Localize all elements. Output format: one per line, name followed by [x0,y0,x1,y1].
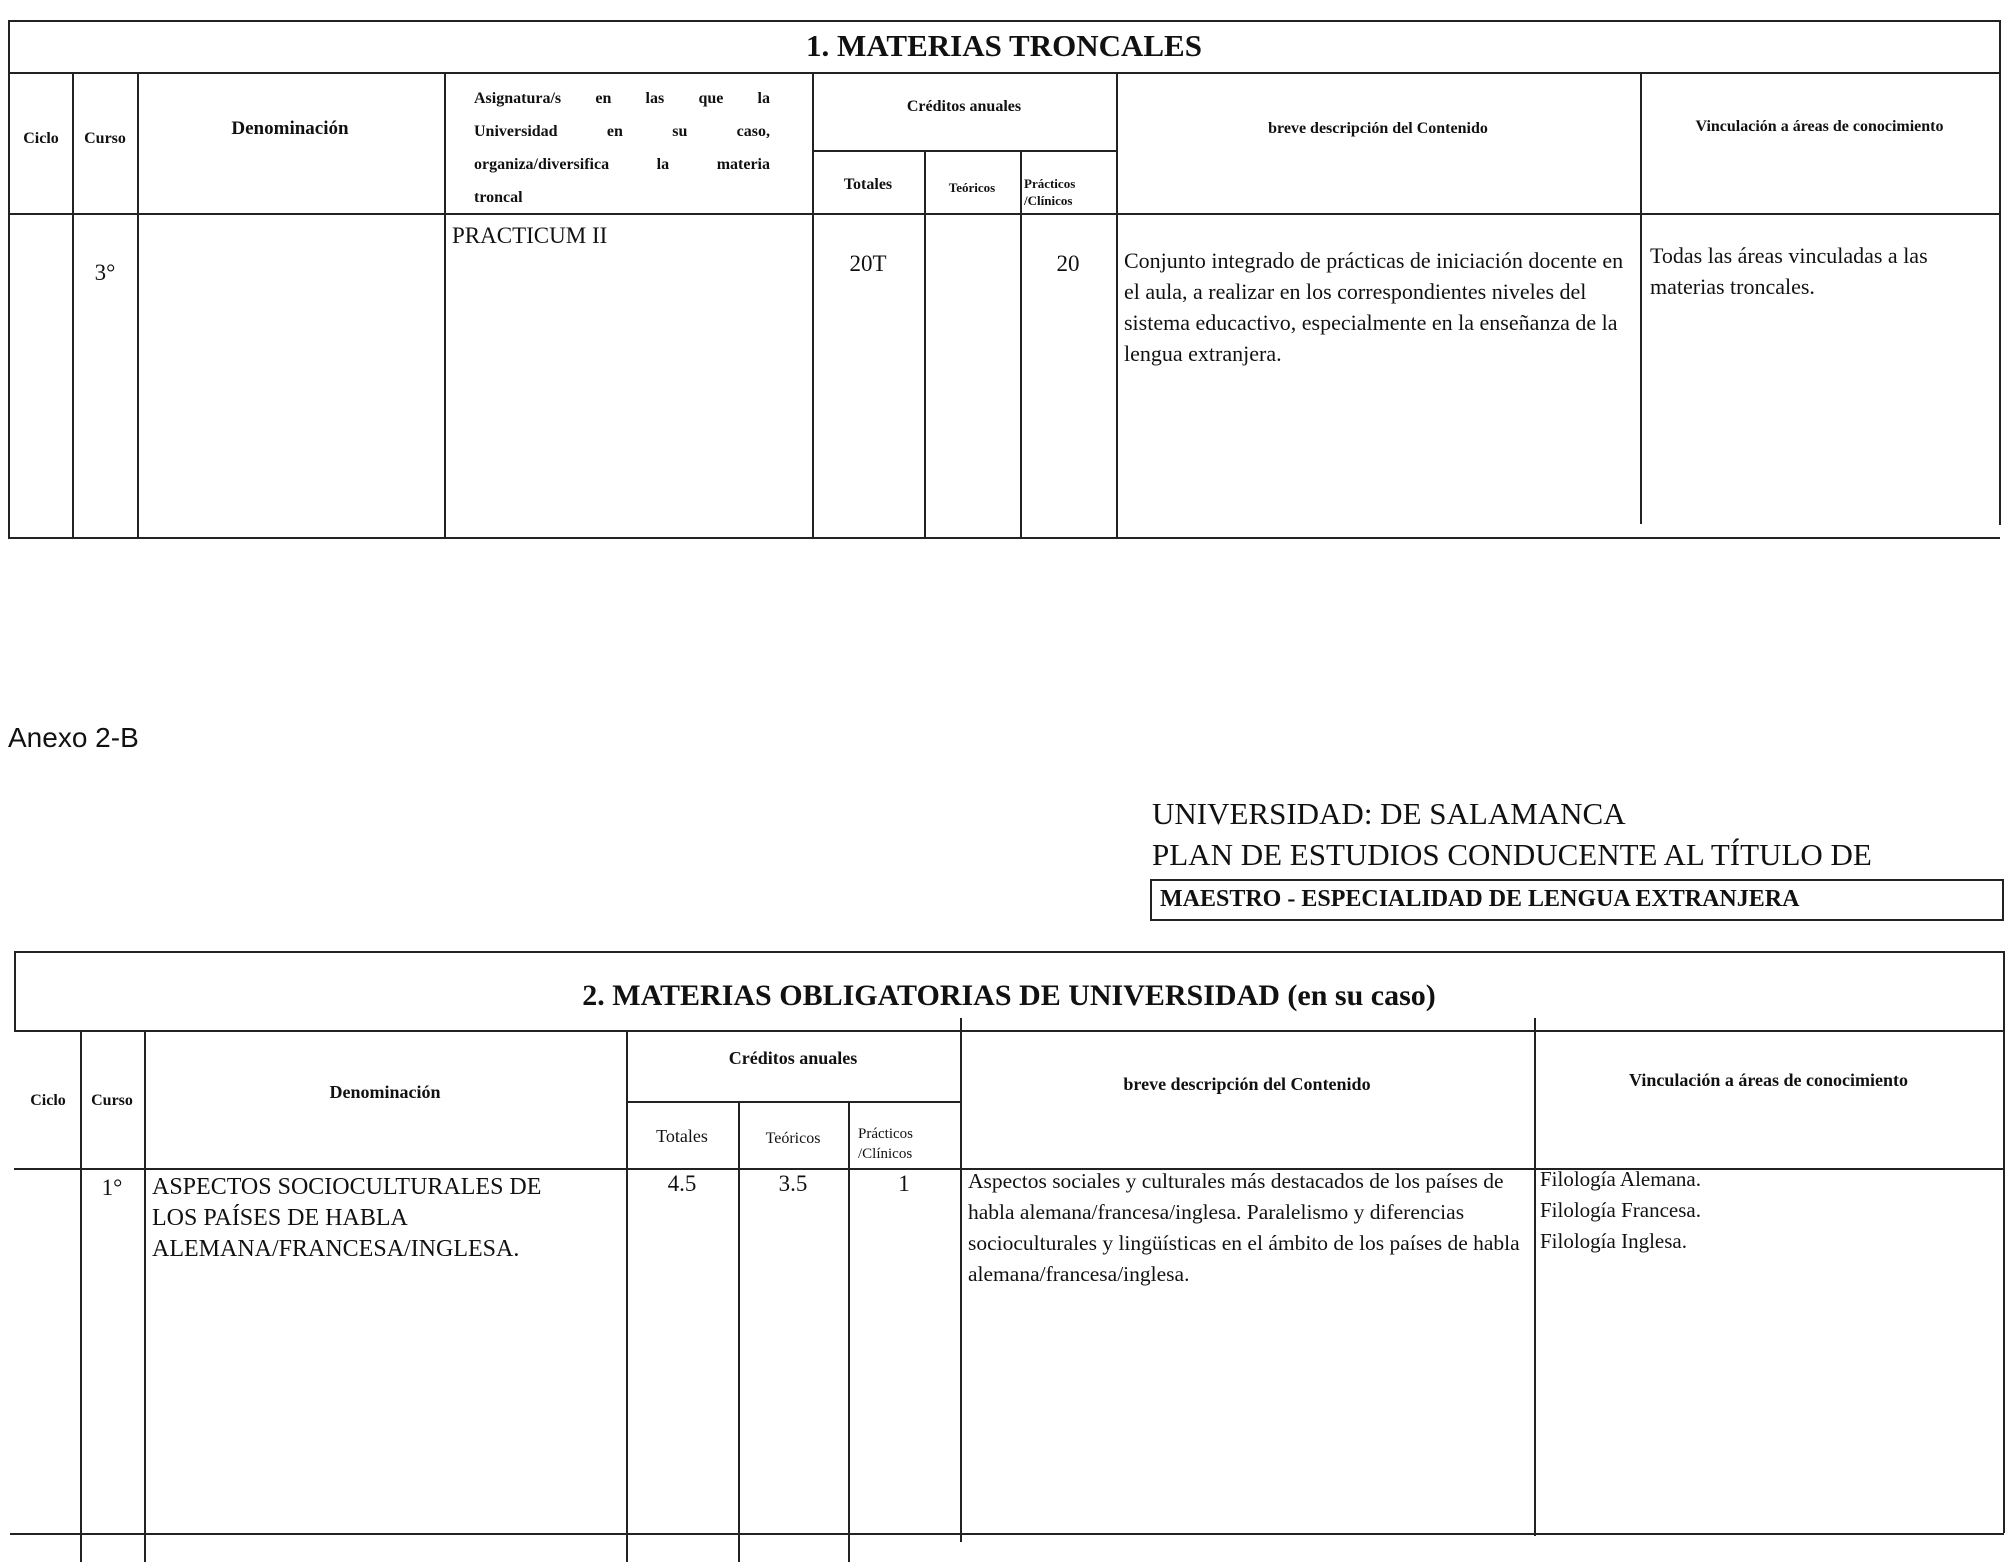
vinculacion-item: Filología Francesa. [1540,1198,1701,1222]
table1-header-descripcion: breve descripción del Contenido [1268,120,1488,137]
table2-title: 2. MATERIAS OBLIGATORIAS DE UNIVERSIDAD (en su caso) [582,979,1436,1012]
table1-header-asignatura: Asignatura/s en las que la Universidad en su caso, organiza/diversifica la materia troncal [474,90,770,206]
vinculacion-item: Filología Inglesa. [1540,1229,1687,1253]
table2-header-curso: Curso [91,1092,133,1109]
table2-header-denominacion: Denominación [329,1082,441,1102]
table1-cell-curso: 3° [94,260,116,285]
table2-header-ciclo: Ciclo [30,1092,66,1109]
table1-header-vinculacion: Vinculación a áreas de conocimiento [1695,118,1944,135]
university-line: UNIVERSIDAD: DE SALAMANCA [1152,796,1626,831]
table1-header-totales: Totales [843,176,893,193]
table2-cell-vinculacion [1540,1164,1990,1257]
table1-cell-descripcion: Conjunto integrado de prácticas de iniciación docente en el aula, a realizar en los correspondientes niveles del sistema educactivo, especialmente en la enseñanza de la lengua extranjera. [1124,248,1624,366]
table1-title: 1. MATERIAS TRONCALES [806,28,1202,63]
table2-cell-totales: 4.5 [667,1171,697,1196]
table2-header-vinculacion: Vinculación a áreas de conocimiento [1629,1070,1908,1090]
table1-cell-vinculacion: Todas las áreas vinculadas a las materias troncales. [1650,243,1928,299]
table1-header-practicos: Prácticos /Clínicos [1024,176,1076,208]
table1-cell-asignatura: PRACTICUM II [452,223,608,248]
plan-line: PLAN DE ESTUDIOS CONDUCENTE AL TÍTULO DE [1152,837,1872,872]
table2-header-totales: Totales [656,1126,708,1146]
table1-header-curso: Curso [84,130,126,147]
table2-header-creditos: Créditos anuales [728,1048,858,1068]
table1-cell-totales: 20T [849,251,887,276]
annex-label: Anexo 2-B [8,722,139,753]
table1-header-denominacion: Denominación [231,118,349,139]
table2-cell-descripcion: Aspectos sociales y culturales más destacados de los países de habla alemana/francesa/inglesa. Paralelismo y diferencias socioculturales y lingüísticas en el ámbito de los países de habla alemana/francesa/inglesa. [968,1169,1520,1286]
degree-box: MAESTRO - ESPECIALIDAD DE LENGUA EXTRANJERA [1150,879,2004,921]
vinculacion-item: Filología Alemana. [1540,1167,1701,1191]
table1-header-ciclo: Ciclo [23,130,59,147]
table2-cell-curso: 1° [101,1175,123,1200]
table2-header-descripcion: breve descripción del Contenido [1123,1074,1371,1094]
table2-cell-practicos: 1 [898,1171,910,1196]
table1-header-creditos: Créditos anuales [906,98,1022,115]
table1-cell-practicos: 20 [1056,251,1080,276]
table2-header-practicos: Prácticos /Clínicos [858,1126,913,1162]
table2-cell-teoricos: 3.5 [778,1171,808,1196]
table2-header-teoricos: Teóricos [765,1130,821,1147]
table2-cell-denominacion: ASPECTOS SOCIOCULTURALES DE LOS PAÍSES DE HABLA ALEMANA/FRANCESA/INGLESA. [152,1174,542,1262]
table1-header-teoricos: Teóricos [948,180,996,195]
